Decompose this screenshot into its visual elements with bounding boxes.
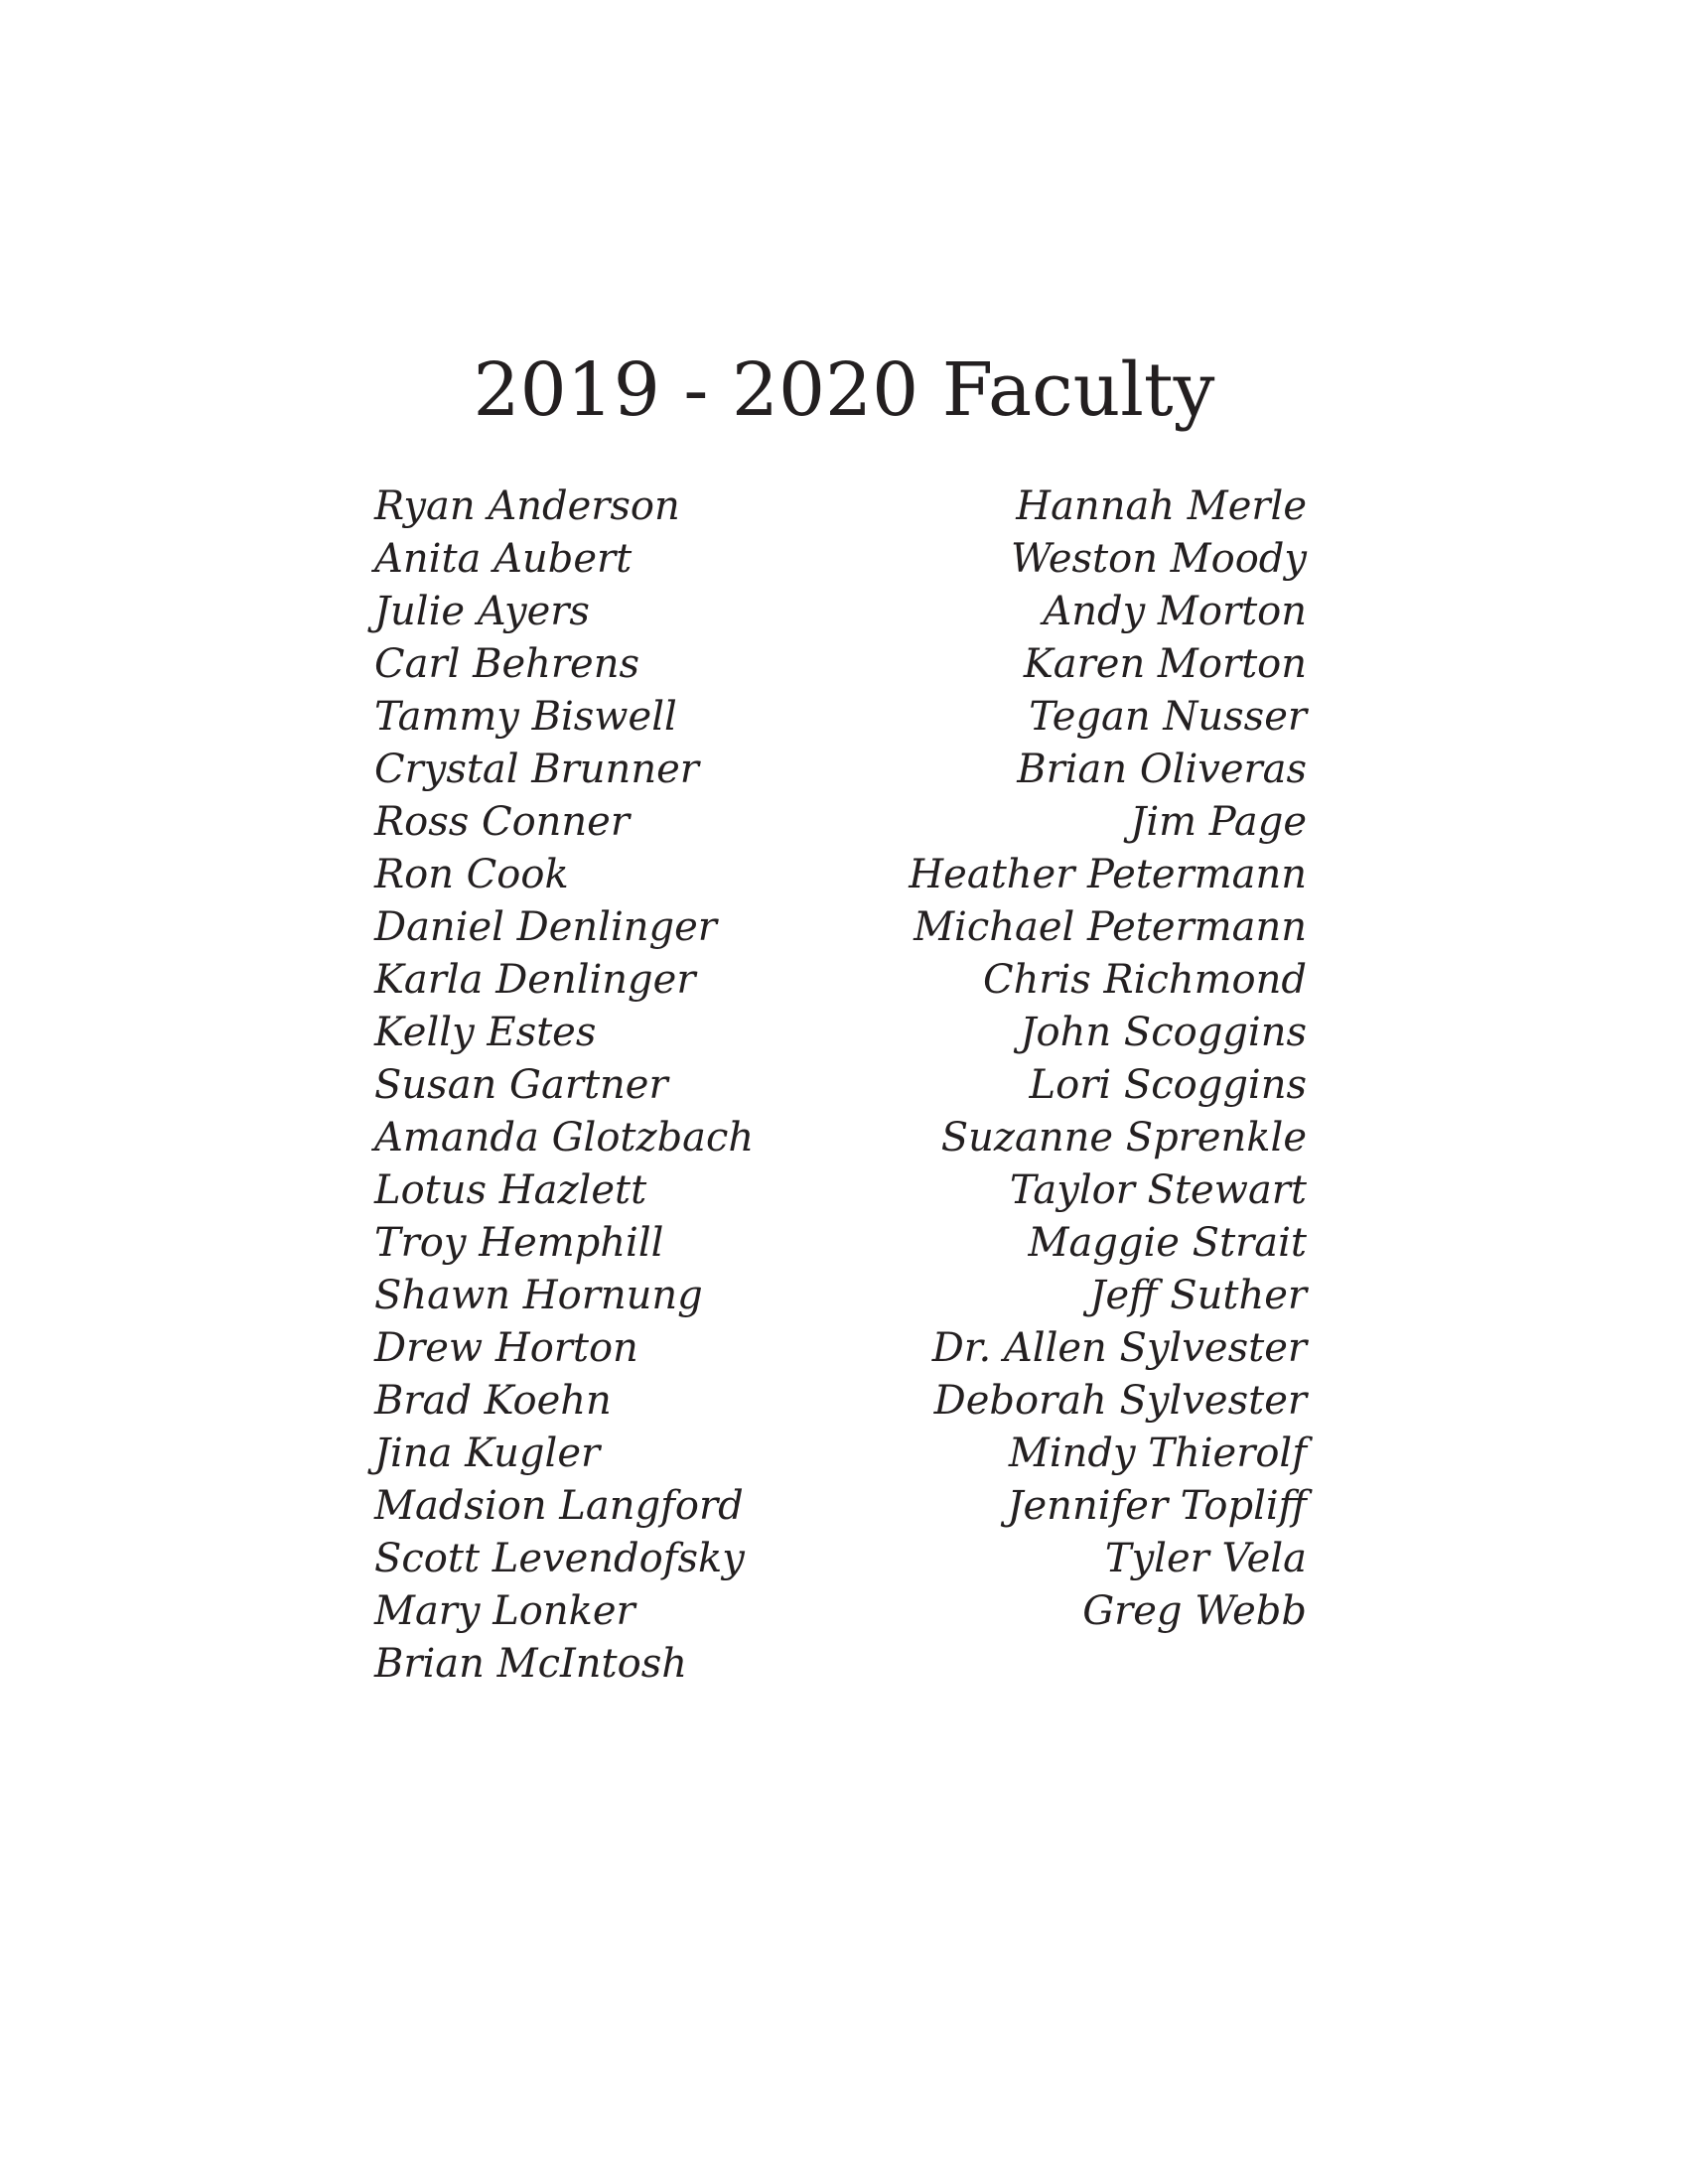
faculty-name: Mary Lonker [374,1588,635,1634]
faculty-name: Suzanne Sprenkle [940,1115,1307,1160]
faculty-name: Kelly Estes [374,1010,597,1055]
faculty-name: Crystal Brunner [374,747,699,792]
faculty-name: Hannah Merle [1016,483,1307,529]
faculty-name: Maggie Strait [1028,1220,1307,1266]
faculty-name: Deborah Sylvester [933,1378,1307,1424]
faculty-name: Dr. Allen Sylvester [931,1325,1307,1371]
faculty-name: Jina Kugler [374,1431,601,1476]
faculty-name: Weston Moody [1010,536,1307,582]
faculty-name: Brian McIntosh [374,1641,687,1687]
faculty-name: Troy Hemphill [374,1220,664,1266]
faculty-name: Tyler Vela [1104,1536,1307,1581]
faculty-name: Scott Levendofsky [374,1536,745,1581]
faculty-name: Lotus Hazlett [374,1167,647,1213]
faculty-list-left [374,480,871,1691]
faculty-name: Julie Ayers [374,589,590,634]
faculty-name: John Scoggins [1020,1010,1307,1055]
faculty-name: Drew Horton [374,1325,638,1371]
faculty-name: Karen Morton [1023,641,1307,687]
faculty-name: Lori Scoggins [1029,1062,1307,1108]
faculty-name: Brad Koehn [374,1378,612,1424]
faculty-name: Brian Oliveras [1017,747,1307,792]
faculty-name: Jeff Suther [1089,1273,1307,1318]
faculty-name: Susan Gartner [374,1062,668,1108]
faculty-name: Ryan Anderson [374,483,680,529]
faculty-name: Greg Webb [1082,1588,1307,1634]
faculty-name: Jim Page [1130,799,1307,845]
faculty-name: Carl Behrens [374,641,639,687]
faculty-name: Mindy Thierolf [1008,1431,1307,1476]
faculty-name: Karla Denlinger [374,957,696,1003]
faculty-name: Ross Conner [374,799,630,845]
faculty-name: Shawn Hornung [374,1273,703,1318]
faculty-name: Anita Aubert [374,536,633,582]
faculty-name: Tegan Nusser [1029,694,1307,740]
faculty-name: Heather Petermann [909,852,1307,897]
faculty-name: Ron Cook [374,852,569,897]
faculty-name: Michael Petermann [914,904,1307,950]
faculty-name: Tammy Biswell [374,694,677,740]
faculty-name: Chris Richmond [983,957,1307,1003]
faculty-name: Daniel Denlinger [374,904,717,950]
page-title: 2019 - 2020 Faculty [473,347,1215,433]
faculty-name: Andy Morton [1043,589,1307,634]
faculty-name: Taylor Stewart [1009,1167,1307,1213]
faculty-name: Jennifer Topliff [1007,1483,1307,1529]
faculty-name: Madsion Langford [374,1483,744,1529]
faculty-list-right [804,480,1307,1638]
faculty-name: Amanda Glotzbach [374,1115,755,1160]
